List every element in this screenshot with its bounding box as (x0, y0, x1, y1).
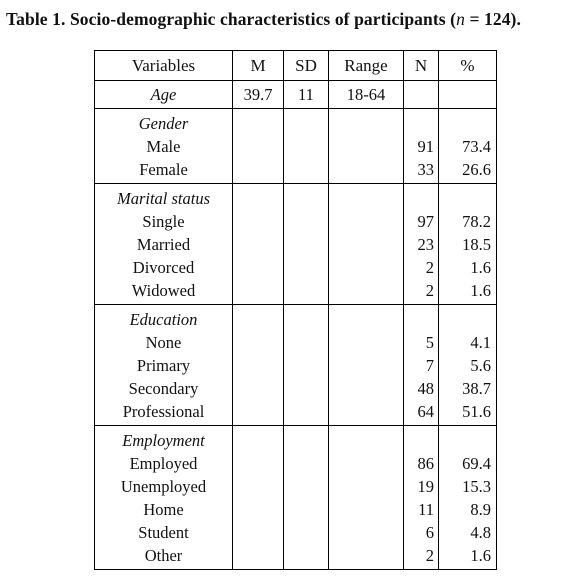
category-percent: 38.7 (462, 379, 491, 398)
group-mean-cell (233, 305, 284, 426)
group-name: Employment (122, 431, 205, 450)
category-n: 2 (425, 258, 434, 277)
group-variable-cell (95, 426, 233, 570)
group-range-cell (329, 184, 404, 305)
demographics-table (94, 50, 497, 570)
age-range: 18-64 (329, 81, 404, 109)
category-label: Employed (129, 454, 198, 473)
category-label: Home (143, 500, 184, 519)
category-percent: 1.6 (470, 546, 491, 565)
category-percent: 1.6 (470, 258, 491, 277)
age-n (404, 81, 439, 109)
category-label: Divorced (132, 258, 195, 277)
category-n: 97 (417, 212, 434, 231)
header-percent: % (439, 51, 497, 81)
category-n: 19 (417, 477, 434, 496)
category-n: 33 (417, 160, 434, 179)
category-n: 86 (417, 454, 434, 473)
group-variable-cell (95, 109, 233, 184)
category-percent: 5.6 (470, 356, 491, 375)
category-n: 48 (417, 379, 434, 398)
group-range-cell (329, 426, 404, 570)
caption-n-symbol: n (456, 9, 465, 29)
caption-text: Table 1. Socio-demographic characteristics of participants ( (6, 9, 457, 29)
category-label: Student (138, 523, 189, 542)
age-mean: 39.7 (233, 81, 284, 109)
group-mean-cell (233, 426, 284, 570)
category-n: 64 (417, 402, 434, 421)
category-n: 7 (425, 356, 434, 375)
category-label: Unemployed (120, 477, 207, 496)
age-label: Age (95, 81, 233, 109)
group-range-cell (329, 109, 404, 184)
category-n: 23 (417, 235, 434, 254)
category-n: 5 (425, 333, 434, 352)
group-name: Marital status (116, 189, 211, 208)
group-sd-cell (284, 184, 329, 305)
group-row (95, 305, 497, 426)
category-n: 91 (417, 137, 434, 156)
group-sd-cell (284, 305, 329, 426)
group-n-cell (404, 305, 439, 426)
group-mean-cell (233, 184, 284, 305)
category-label: Female (139, 160, 188, 179)
category-percent: 1.6 (470, 281, 491, 300)
category-percent: 69.4 (462, 454, 491, 473)
group-row (95, 184, 497, 305)
category-label: Single (142, 212, 185, 231)
table-caption (6, 9, 577, 30)
category-percent: 26.6 (462, 160, 491, 179)
group-n-cell (404, 109, 439, 184)
category-n: 6 (425, 523, 434, 542)
category-label: Secondary (128, 379, 199, 398)
header-n: N (404, 51, 439, 81)
group-row (95, 109, 497, 184)
category-percent: 8.9 (470, 500, 491, 519)
group-name: Gender (138, 114, 189, 133)
category-percent: 4.8 (470, 523, 491, 542)
age-sd: 11 (284, 81, 329, 109)
group-row (95, 426, 497, 570)
category-n: 2 (425, 546, 434, 565)
category-label: Widowed (131, 281, 196, 300)
group-n-cell (404, 426, 439, 570)
header-mean: M (233, 51, 284, 81)
group-sd-cell (284, 109, 329, 184)
group-percent-cell (439, 184, 497, 305)
group-percent-cell (439, 426, 497, 570)
header-variables: Variables (95, 51, 233, 81)
category-percent: 18.5 (462, 235, 491, 254)
group-variable-cell (95, 305, 233, 426)
age-row (95, 81, 497, 109)
group-percent-cell (439, 109, 497, 184)
group-percent-cell (439, 305, 497, 426)
category-percent: 51.6 (462, 402, 491, 421)
group-range-cell (329, 305, 404, 426)
group-variable-cell (95, 184, 233, 305)
category-n: 2 (425, 281, 434, 300)
category-label: Primary (136, 356, 191, 375)
header-row (95, 51, 497, 81)
group-n-cell (404, 184, 439, 305)
category-label: Male (146, 137, 181, 156)
category-percent: 15.3 (462, 477, 491, 496)
category-label: None (145, 333, 182, 352)
category-percent: 4.1 (470, 333, 491, 352)
category-percent: 73.4 (462, 137, 491, 156)
group-name: Education (129, 310, 198, 329)
caption-total: = 124). (464, 9, 521, 29)
category-n: 11 (418, 500, 434, 519)
category-label: Professional (122, 402, 205, 421)
group-mean-cell (233, 109, 284, 184)
age-percent (439, 81, 497, 109)
category-label: Other (144, 546, 183, 565)
header-range: Range (329, 51, 404, 81)
category-percent: 78.2 (462, 212, 491, 231)
header-sd: SD (284, 51, 329, 81)
category-label: Married (136, 235, 191, 254)
group-sd-cell (284, 426, 329, 570)
